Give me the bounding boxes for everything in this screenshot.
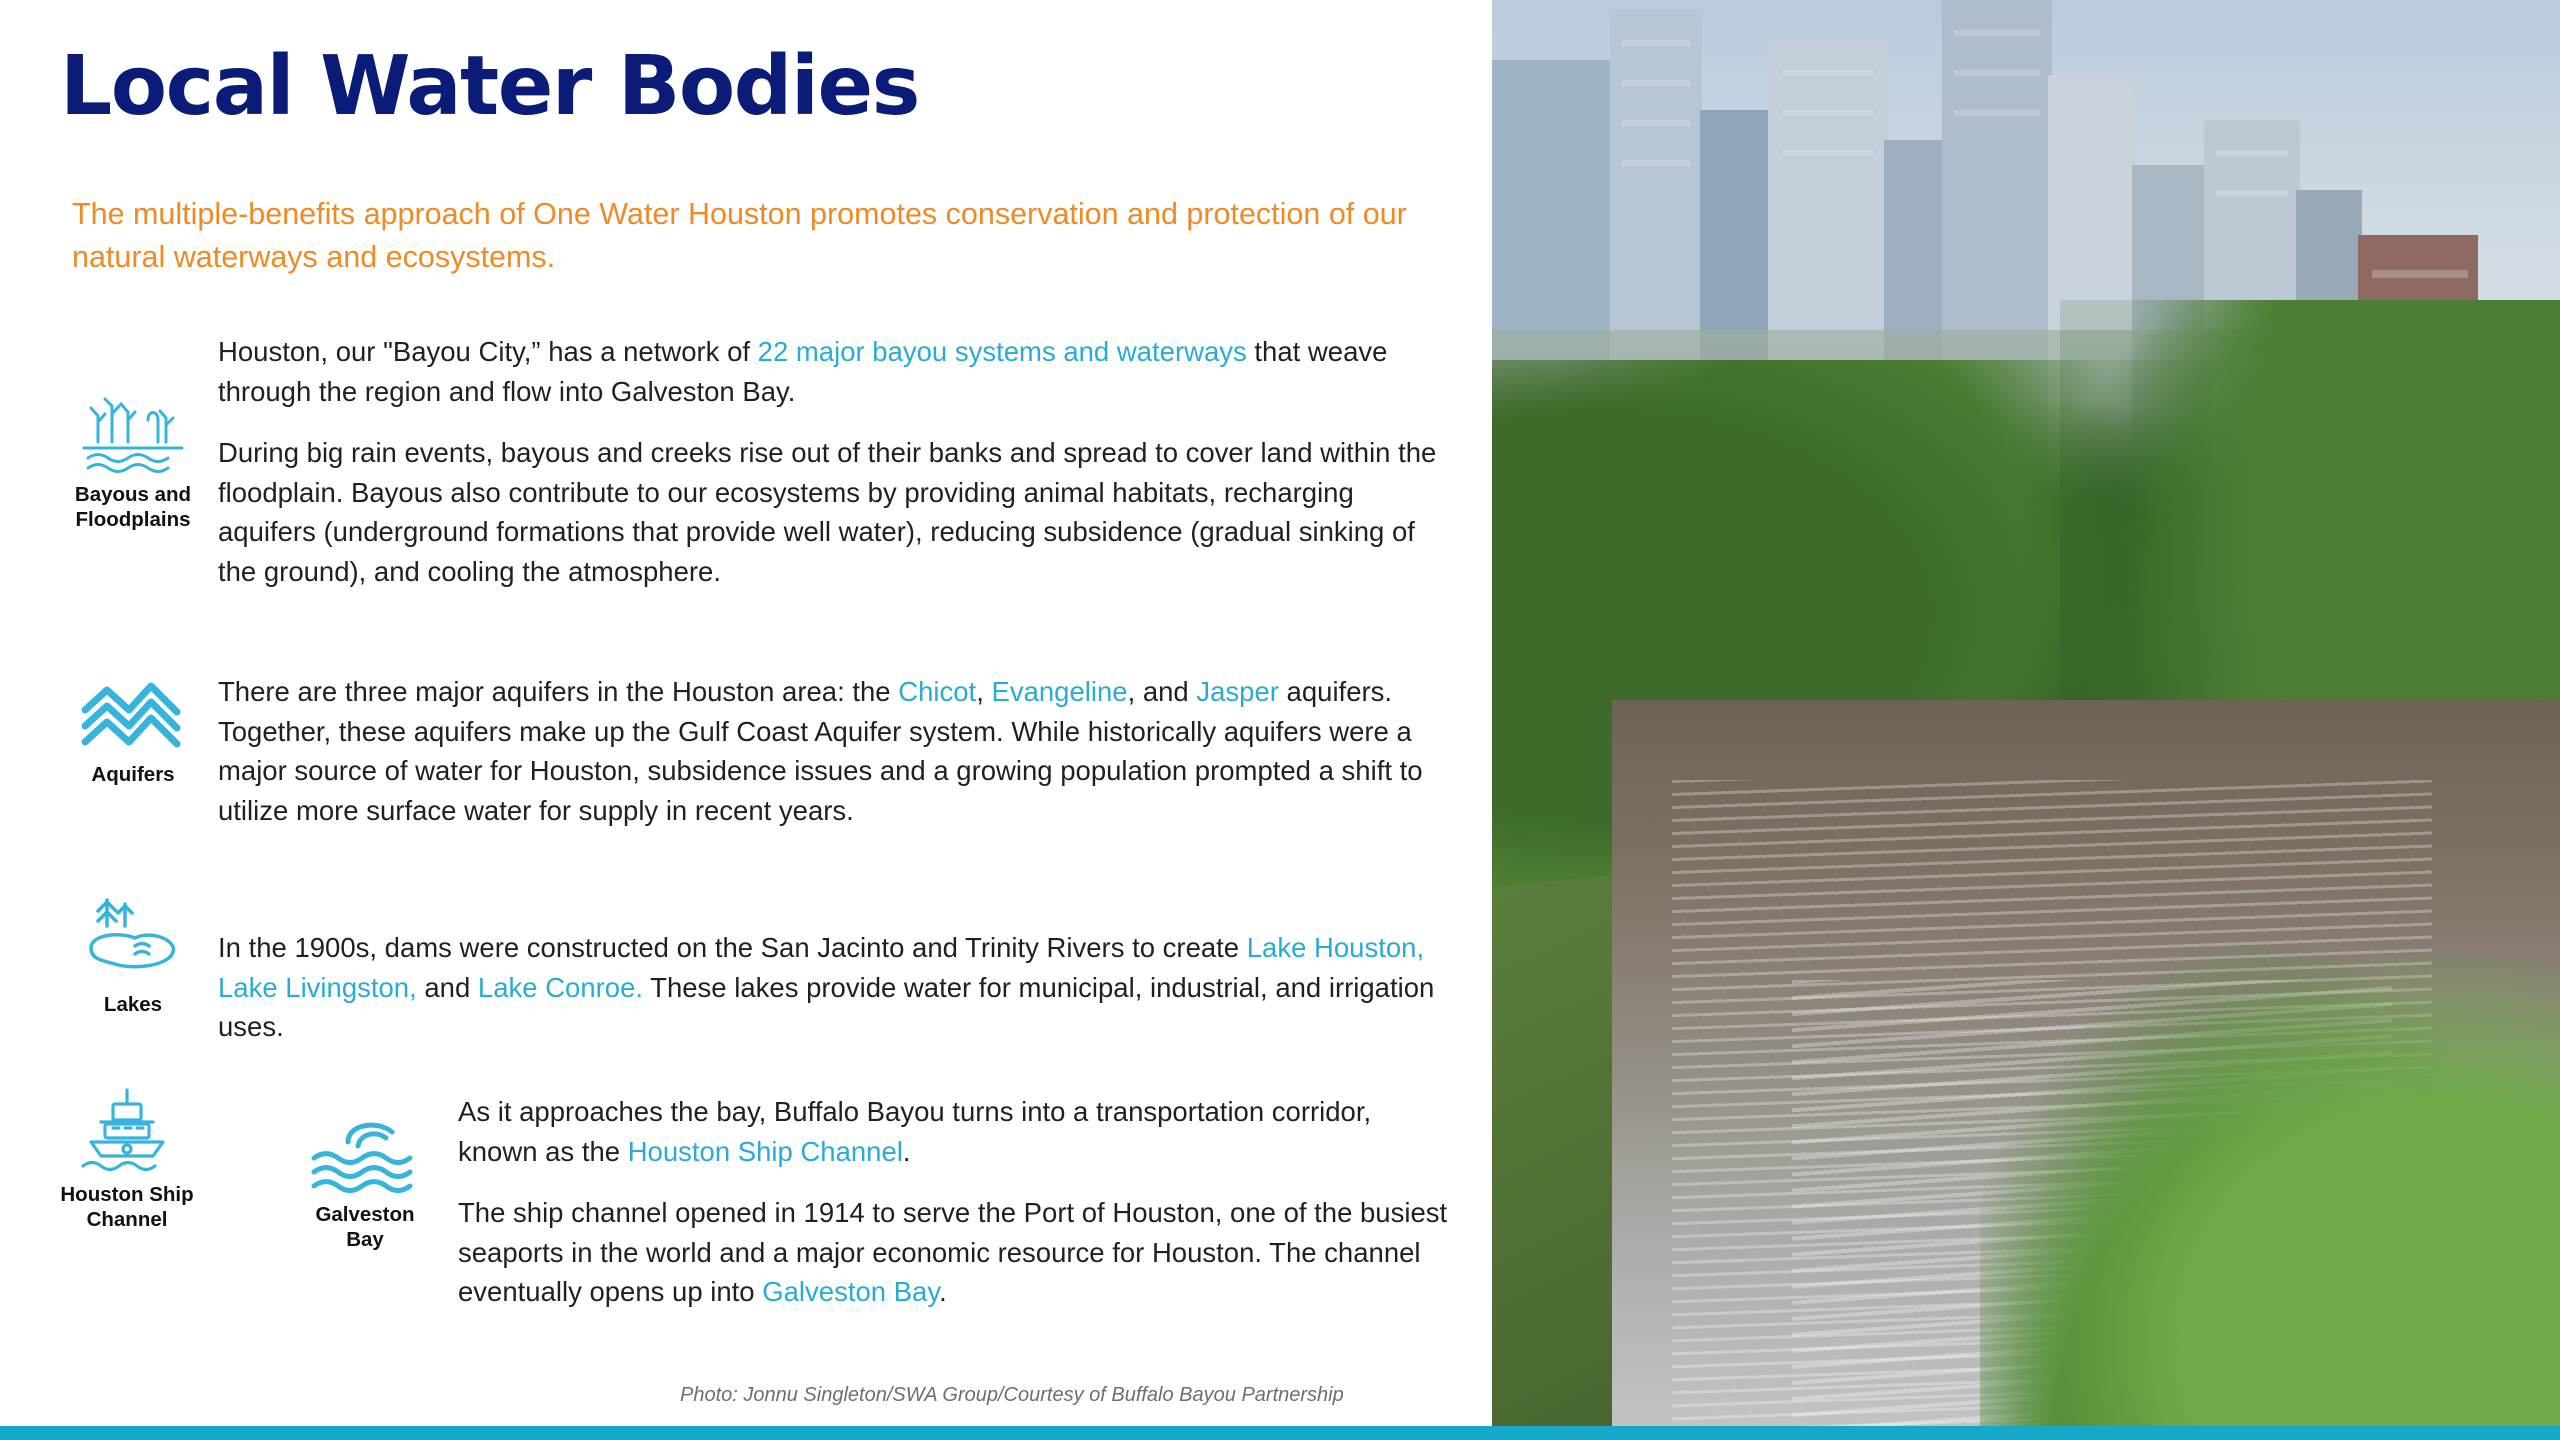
section-icon-lakes xyxy=(48,900,218,1017)
section-label-galveston-bay-line2: Bay xyxy=(346,1228,384,1251)
bayou-city-photo xyxy=(1492,0,2560,1440)
section-icon-galveston-bay xyxy=(280,1110,450,1252)
bottom-accent-bar xyxy=(0,1426,2560,1440)
highlight-text: Lake Houston, Lake Livingston, xyxy=(218,932,1425,1003)
section-text-aquifers xyxy=(218,672,1453,830)
highlight-text: 22 major bayou systems and waterways xyxy=(757,336,1247,367)
section-icon-aquifers xyxy=(48,670,218,787)
paragraph: The ship channel opened in 1914 to serve the Port of Houston, one of the busiest seaports in the world and a major economic resource for Houston. The channel eventually opens up into Galveston Bay. xyxy=(458,1197,1448,1307)
photo-foreground-vegetation xyxy=(1980,920,2560,1440)
waves-icon xyxy=(280,1110,450,1196)
paragraph: In the 1900s, dams were constructed on the San Jacinto and Trinity Rivers to create Lake Houston, Lake Livingston, and Lake Conroe. These lakes provide water for municipal, industrial, and irrigation uses. xyxy=(218,932,1435,1042)
section-icon-bayous xyxy=(48,390,218,532)
bayou-floodplain-icon xyxy=(48,390,218,476)
page-title: Local Water Bodies xyxy=(60,39,919,134)
paragraph: As it approaches the bay, Buffalo Bayou turns into a transportation corridor, known as the Houston Ship Channel. xyxy=(458,1096,1372,1167)
highlight-text: Jasper xyxy=(1196,676,1279,707)
paragraph: Houston, our "Bayou City,” has a network of 22 major bayou systems and waterways that weave through the region and flow into Galveston Bay. xyxy=(218,336,1388,407)
ship-icon xyxy=(42,1090,212,1176)
highlight-text: Houston Ship Channel xyxy=(627,1135,903,1167)
paragraph: There are three major aquifers in the Houston area: the Chicot, Evangeline, and Jasper aquifers. Together, these aquifers make up the Gulf Coast Aquifer system. While historically aquifers were a major source of water for Houston, subsidence issues and a growing population prompted a shift to utilize more surface water for supply in recent years. xyxy=(218,676,1423,826)
section-icon-ship-channel xyxy=(42,1090,212,1232)
section-label-ship-channel-line2: Channel xyxy=(86,1208,168,1231)
highlight-text: Galveston Bay xyxy=(762,1276,940,1307)
aquifer-layers-icon xyxy=(48,670,218,756)
section-label-bayous-line1: Bayous and xyxy=(74,483,192,506)
highlight-text: Chicot xyxy=(898,676,977,707)
section-label-lakes-line1: Lakes xyxy=(103,993,163,1016)
highlight-text: Evangeline xyxy=(991,676,1128,707)
section-label-galveston-bay-line1: Galveston xyxy=(315,1203,415,1226)
photo-credit: Photo: Jonnu Singleton/SWA Group/Courtesy of Buffalo Bayou Partnership xyxy=(680,1384,1344,1406)
section-label-bayous-line2: Floodplains xyxy=(75,508,191,531)
section-label-ship-channel-line1: Houston Ship xyxy=(60,1183,194,1206)
page-subtitle: The multiple-benefits approach of One Water Houston promotes conservation and protection of our natural waterways and ecosystems. xyxy=(72,197,1407,274)
highlight-text: Lake Conroe. xyxy=(477,971,644,1003)
paragraph: During big rain events, bayous and creeks rise out of their banks and spread to cover land within the floodplain. Bayous also contribute to our ecosystems by providing animal habitats, recharging aquifers (underground formations that provide well water), reducing subsidence (gradual sinking of the ground), and cooling the atmosphere. xyxy=(218,437,1437,587)
section-label-aquifers-line1: Aquifers xyxy=(91,763,175,786)
section-text-bayous xyxy=(218,332,1453,591)
lake-icon xyxy=(48,900,218,986)
section-text-lakes xyxy=(218,928,1453,1047)
section-text-galveston-bay xyxy=(458,1092,1458,1312)
